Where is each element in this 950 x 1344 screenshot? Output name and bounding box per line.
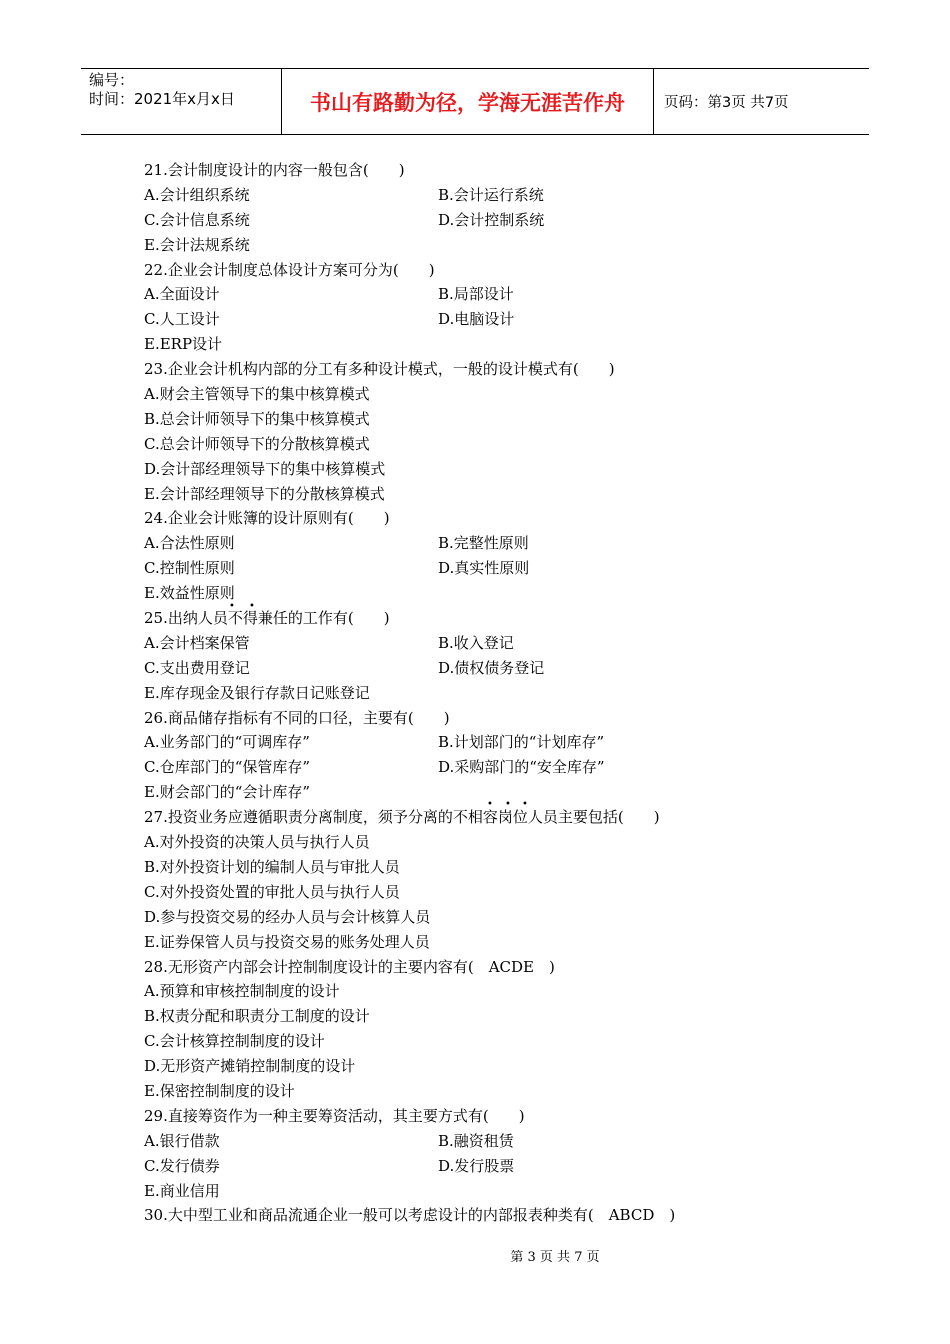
option-row: [144, 1154, 844, 1179]
option-text: C.控制性原则: [144, 559, 235, 578]
option-text: B.局部设计: [438, 285, 514, 304]
question-stem: 21.会计制度设计的内容一般包含( ): [144, 161, 405, 179]
option-text: C.发行债券: [144, 1156, 220, 1175]
question-stem: 24.企业会计账簿的设计原则有( ): [144, 509, 390, 528]
option-text: E.财会部门的“会计库存”: [144, 783, 311, 802]
page-header: [81, 68, 869, 135]
option-text: B.总会计师领导下的集中核算模式: [144, 409, 370, 428]
option-text: B.计划部门的“计划库存”: [438, 733, 605, 752]
option-text: E.库存现金及银行存款日记账登记: [144, 683, 370, 702]
emphasis-dot: •: [487, 799, 493, 810]
option-text: B.权责分配和职责分工制度的设计: [144, 1007, 370, 1026]
option-text: A.会计组织系统: [144, 185, 250, 204]
option-text: E.会计法规系统: [144, 235, 250, 254]
emphasis-dot: •: [249, 601, 255, 612]
option-text: B.融资租赁: [438, 1131, 514, 1150]
option-text: D.发行股票: [438, 1156, 515, 1175]
option-row: [144, 631, 844, 656]
option-row: [144, 233, 844, 258]
option-text: C.总会计师领导下的分散核算模式: [144, 434, 370, 453]
option-text: C.仓库部门的“保管库存”: [144, 758, 311, 777]
option-text: B.会计运行系统: [438, 185, 544, 204]
option-text: C.对外投资处置的审批人员与执行人员: [144, 882, 400, 901]
question-stem: 29.直接筹资作为一种主要筹资活动，其主要方式有( ): [144, 1106, 525, 1125]
option-text: A.全面设计: [144, 285, 220, 304]
option-text: E.保密控制制度的设计: [144, 1081, 295, 1100]
emphasis-dot: •: [505, 799, 511, 810]
option-row: [144, 307, 844, 332]
option-text: A.银行借款: [144, 1131, 220, 1150]
question-stem: 23.企业会计机构内部的分工有多种设计模式，一般的设计模式有( ): [144, 360, 615, 379]
emphasis-dot: •: [229, 601, 235, 612]
option-text: C.会计核算控制制度的设计: [144, 1032, 325, 1051]
option-text: C.人工设计: [144, 310, 220, 329]
option-row: [144, 183, 844, 208]
emphasis-dot: •: [522, 799, 528, 810]
question-stem: 25.出纳人员不得兼任的工作有( ): [144, 609, 390, 628]
option-text: A.合法性原则: [144, 534, 235, 553]
question-stem: 26.商品储存指标有不同的口径，主要有( ): [144, 708, 450, 727]
number-label: 编号：: [89, 71, 135, 89]
option-text: A.对外投资的决策人员与执行人员: [144, 833, 370, 852]
option-text: D.真实性原则: [438, 559, 530, 578]
option-row: [144, 780, 844, 805]
option-text: C.会计信息系统: [144, 210, 250, 229]
option-text: C.支出费用登记: [144, 658, 250, 677]
option-text: D.无形资产摊销控制制度的设计: [144, 1057, 356, 1076]
option-text: A.预算和审核控制制度的设计: [144, 982, 340, 1001]
option-row: [144, 755, 844, 780]
question-list: [144, 158, 844, 1228]
option-text: D.参与投资交易的经办人员与会计核算人员: [144, 907, 431, 926]
option-text: D.采购部门的“安全库存”: [438, 758, 605, 777]
option-row: [144, 681, 844, 706]
question-stem: 30.大中型工业和商品流通企业一般可以考虑设计的内部报表种类有( ABCD ): [144, 1206, 676, 1225]
option-row: [144, 332, 844, 357]
option-text: A.业务部门的“可调库存”: [144, 733, 310, 752]
option-text: D.电脑设计: [438, 310, 515, 329]
option-text: E.效益性原则: [144, 584, 235, 603]
header-page-info: 页码：第3页 共7页: [664, 95, 789, 111]
option-text: E.会计部经理领导下的分散核算模式: [144, 484, 385, 503]
option-row: [144, 656, 844, 681]
option-row: [144, 1179, 844, 1204]
question-stem: 22.企业会计制度总体设计方案可分为( ): [144, 260, 435, 279]
header-motto: 书山有路勤为径，学海无涯苦作舟: [282, 69, 654, 134]
option-text: D.债权债务登记: [438, 658, 545, 677]
header-meta: [81, 69, 282, 134]
option-row: [144, 730, 844, 755]
option-text: A.财会主管领导下的集中核算模式: [144, 385, 370, 404]
option-row: [144, 282, 844, 307]
option-text: E.证券保管人员与投资交易的账务处理人员: [144, 932, 430, 951]
option-text: E.ERP设计: [144, 335, 223, 354]
question-stem: 27.投资业务应遵循职责分离制度，须予分离的不相容岗位人员主要包括( ): [144, 808, 660, 827]
option-text: A.会计档案保管: [144, 633, 250, 652]
option-text: B.完整性原则: [438, 534, 529, 553]
option-row: [144, 208, 844, 233]
option-row: [144, 1129, 844, 1154]
option-text: D.会计部经理领导下的集中核算模式: [144, 459, 386, 478]
page-footer: 第 3 页 共 7 页: [510, 1250, 600, 1265]
option-text: E.商业信用: [144, 1181, 220, 1200]
question-stem: 28.无形资产内部会计控制制度设计的主要内容有( ACDE ): [144, 957, 555, 976]
option-row: [144, 556, 844, 581]
time-label: 时间：2021年x月x日: [89, 90, 235, 108]
option-row: [144, 531, 844, 556]
option-text: B.收入登记: [438, 633, 514, 652]
option-text: D.会计控制系统: [438, 210, 545, 229]
option-text: B.对外投资计划的编制人员与审批人员: [144, 857, 400, 876]
